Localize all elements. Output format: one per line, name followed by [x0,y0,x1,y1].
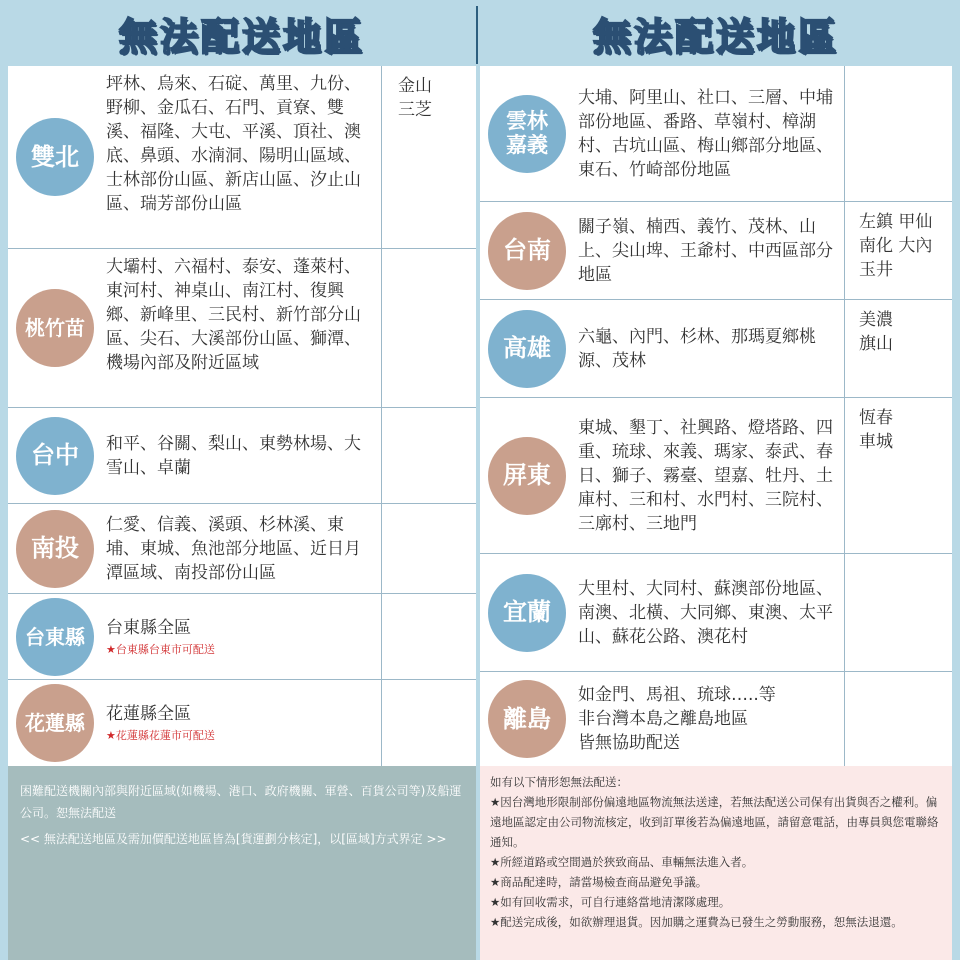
region-badge: 台南 [488,212,566,290]
right-column [480,0,952,766]
region-extra-areas [844,672,952,766]
region-badge: 高雄 [488,310,566,388]
right-table [480,66,952,766]
region-areas: 大埔、阿里山、社口、三層、中埔部份地區、番路、草嶺村、樟湖村、古坑山區、梅山鄉部分地區、東石、竹崎部份地區 [578,87,833,180]
region-row-taitung [8,594,476,680]
header-divider [476,6,478,64]
region-extra-areas: 恆春 車城 [844,398,952,553]
region-areas: 台東縣全區 [106,617,191,638]
region-extra-areas [381,249,476,407]
region-row-kaohsiung [480,300,952,398]
region-extra-areas: 美濃 旗山 [844,300,952,397]
right-header [480,0,952,66]
region-badge: 雙北 [16,118,94,196]
conditions-intro: 如有以下情形恕無法配送： [490,775,628,789]
delivery-conditions-note [480,766,952,960]
left-table [8,66,476,766]
condition-item: ★配送完成後，如欲辦理退貨。因加購之運費為已發生之勞動服務，恕無法退還。 [490,915,903,929]
region-row-taozhumiao [8,249,476,408]
condition-item: ★如有回收需求，可自行連絡當地清潔隊處理。 [490,895,731,909]
region-extra-areas: 金山 三芝 [381,66,476,248]
left-header [8,0,476,66]
region-areas: 大壩村、六福村、泰安、蓬萊村、東河村、神桌山、南江村、復興鄉、新峰里、三民村、新竹部分山區、尖石、大溪部份山區、獅潭、機場內部及附近區域 [106,257,361,373]
condition-item: ★商品配達時，請當場檢查商品避免爭議。 [490,875,708,889]
region-extra-areas [381,680,476,766]
condition-item: ★因台灣地形限制部份偏遠地區物流無法送達，若無法配送公司保有出貨與否之權利。偏遠地區認定由公司物流核定，收到訂單後若為偏遠地區，請留意電話，由專員與您電聯絡通知。 [490,795,939,849]
zone-definition-text: << 無法配送地區及需加價配送地區皆為[貨運劃分核定]，以[區域]方式界定 >> [20,832,447,846]
region-extra-areas: 左鎮 甲仙 南化 大內 玉井 [844,202,952,299]
region-extra-areas [381,504,476,593]
region-badge: 雲林 嘉義 [488,95,566,173]
restricted-facilities-text: 困難配送機關內部與附近區域(如機場、港口、政府機關、軍營、百貨公司等)及船運公司。恕無法配送 [20,784,462,820]
region-row-yilan [480,554,952,672]
left-column [8,0,476,766]
right-title: 無法配送地區 [592,14,839,59]
region-row-tainan [480,202,952,300]
delivery-restrictions-note [8,766,476,960]
region-extra-areas [844,554,952,671]
region-areas: 坪林、烏來、石碇、萬里、九份、野柳、金瓜石、石門、貢寮、雙溪、福隆、大屯、平溪、頂社、澳底、鼻頭、水湳洞、陽明山區域、士林部份山區、新店山區、汐止山區、瑞芳部份山區 [106,74,361,214]
region-areas: 東城、墾丁、社興路、燈塔路、四重、琉球、來義、瑪家、泰武、春日、獅子、霧臺、望嘉、牡丹、土庫村、三和村、水門村、三院村、三廓村、三地門 [578,417,833,534]
region-areas: 六龜、內門、杉林、那瑪夏鄉桃源、茂林 [578,326,816,371]
region-areas: 大里村、大同村、蘇澳部份地區、南澳、北橫、大同鄉、東澳、太平山、蘇花公路、澳花村 [578,578,833,647]
region-row-taichung [8,408,476,504]
region-badge: 屏東 [488,437,566,515]
region-row-shuangbei [8,66,476,249]
condition-item: ★所經道路或空間過於狹致商品、車輛無法進入者。 [490,855,754,869]
region-areas: 花蓮縣全區 [106,704,191,724]
region-areas: 關子嶺、楠西、義竹、茂林、山上、尖山埤、王爺村、中西區部分地區 [578,216,833,285]
left-title: 無法配送地區 [118,14,365,59]
region-extra-areas [381,408,476,503]
region-badge: 宜蘭 [488,574,566,652]
region-areas: 和平、谷關、梨山、東勢林場、大雪山、卓蘭 [106,433,361,478]
region-row-nantou [8,504,476,594]
region-badge: 台東縣 [16,598,94,676]
region-badge: 花蓮縣 [16,684,94,762]
region-row-hualien [8,680,476,766]
region-badge: 離島 [488,680,566,758]
region-extra-areas [844,66,952,201]
region-badge: 台中 [16,417,94,495]
region-areas: 仁愛、信義、溪頭、杉林溪、東埔、東城、魚池部分地區、近日月潭區域、南投部份山區 [106,514,361,583]
region-row-outlying-islands [480,672,952,766]
region-row-pingtung [480,398,952,554]
region-note: ★花蓮縣花蓮市可配送 [106,729,215,742]
region-areas: 如金門、馬祖、琉球…..等 非台灣本島之離島地區 皆無協助配送 [578,685,776,753]
region-badge: 桃竹苗 [16,289,94,367]
region-extra-areas [381,594,476,679]
region-note: ★台東縣台東市可配送 [106,642,215,656]
region-badge: 南投 [16,510,94,588]
region-row-yunlin-chiayi [480,66,952,202]
